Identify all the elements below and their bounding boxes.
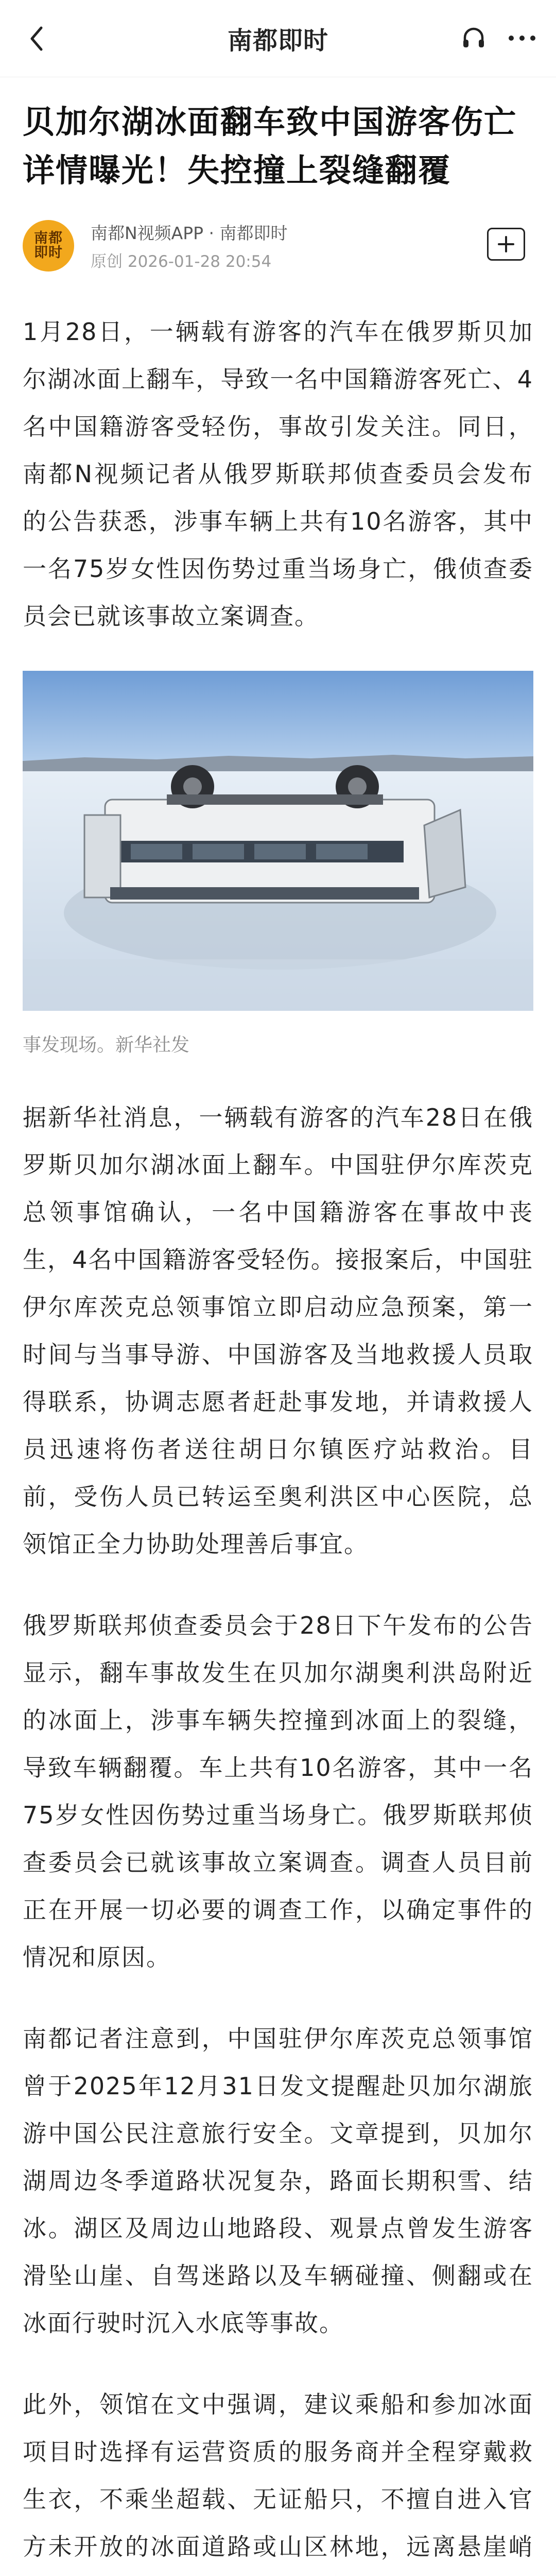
source-logo-text: 南都即时: [34, 230, 63, 261]
photo-caption: 事发现场。新华社发: [23, 1035, 190, 1056]
top-nav-bar: [0, 0, 556, 77]
article-body: [0, 77, 556, 2576]
article-paragraph-1: 1月28日，一辆载有游客的汽车在俄罗斯贝加尔湖冰面上翻车，导致一名中国籍游客死亡、4名中国籍游客受轻伤，事故引发关注。同日，南都N视频记者从俄罗斯联邦侦查委员会发布的公告获悉，涉事车辆上共有10名游客，其中一名75岁女性因伤势过重当场身亡，俄侦查委员会已就该事故立案调查。: [23, 318, 533, 630]
article-headline: 贝加尔湖冰面翻车致中国游客伤亡详情曝光！失控撞上裂缝翻覆: [23, 103, 517, 189]
article-paragraph-3: 俄罗斯联邦侦查委员会于28日下午发布的公告显示，翻车事故发生在贝加尔湖奥利洪岛附近的冰面上，涉事车辆失控撞到冰面上的裂缝，导致车辆翻覆。车上共有10名游客，其中一名75岁女性因伤势过重当场身亡。俄罗斯联邦侦查委员会已就该事故立案调查。调查人员目前正在开展一切必要的调查工作，以确定事件的情况和原因。: [23, 1612, 533, 1971]
more-button[interactable]: [507, 23, 537, 54]
accident-photo[interactable]: [23, 671, 533, 1011]
publish-meta: 原创 2026-01-28 20:54: [91, 252, 272, 271]
article-paragraph-4: 南都记者注意到，中国驻伊尔库茨克总领事馆曾于2025年12月31日发文提醒赴贝加尔湖旅游中国公民注意旅行安全。文章提到，贝加尔湖周边冬季道路状况复杂，路面长期积雪、结冰。湖区及周边山地路段、观景点曾发生游客滑坠山崖、自驾迷路以及车辆碰撞、侧翻或在冰面行驶时沉入水底等事故。: [23, 2025, 533, 2337]
article-paragraph-2: 据新华社消息，一辆载有游客的汽车28日在俄罗斯贝加尔湖冰面上翻车。中国驻伊尔库茨克总领事馆确认，一名中国籍游客在事故中丧生，4名中国籍游客受轻伤。接报案后，中国驻伊尔库茨克总领事馆立即启动应急预案，第一时间与当事导游、中国游客及当地救援人员取得联系，协调志愿者赶赴事发地，并请救援人员迅速将伤者送往胡日尔镇医疗站救治。目前，受伤人员已转运至奥利洪区中心医院，总领馆正全力协助处理善后事宜。: [23, 1104, 533, 1558]
back-button[interactable]: [23, 25, 50, 53]
nav-title: 南都即时: [227, 26, 328, 55]
source-meta: [91, 220, 288, 272]
source-info: [23, 217, 533, 274]
article-paragraph-5: 此外，领馆在文中强调，建议乘船和参加冰面项目时选择有运营资质的服务商并全程穿戴救生衣，不乘坐超载、无证船只，不擅自进入官方未开放的冰面道路或山区林地，远离悬崖峭: [23, 2391, 533, 2561]
listen-button[interactable]: [458, 23, 489, 54]
headphone-icon: [461, 25, 486, 51]
source-channel[interactable]: 南都N视频APP · 南都即时: [91, 223, 288, 243]
source-logo[interactable]: [23, 220, 74, 272]
follow-button[interactable]: [487, 228, 525, 261]
plus-icon: [497, 235, 515, 253]
nav-actions: [458, 23, 537, 54]
photo-block: [23, 671, 533, 1057]
more-dots-icon: [508, 35, 536, 42]
back-arrow-icon: [29, 26, 44, 52]
